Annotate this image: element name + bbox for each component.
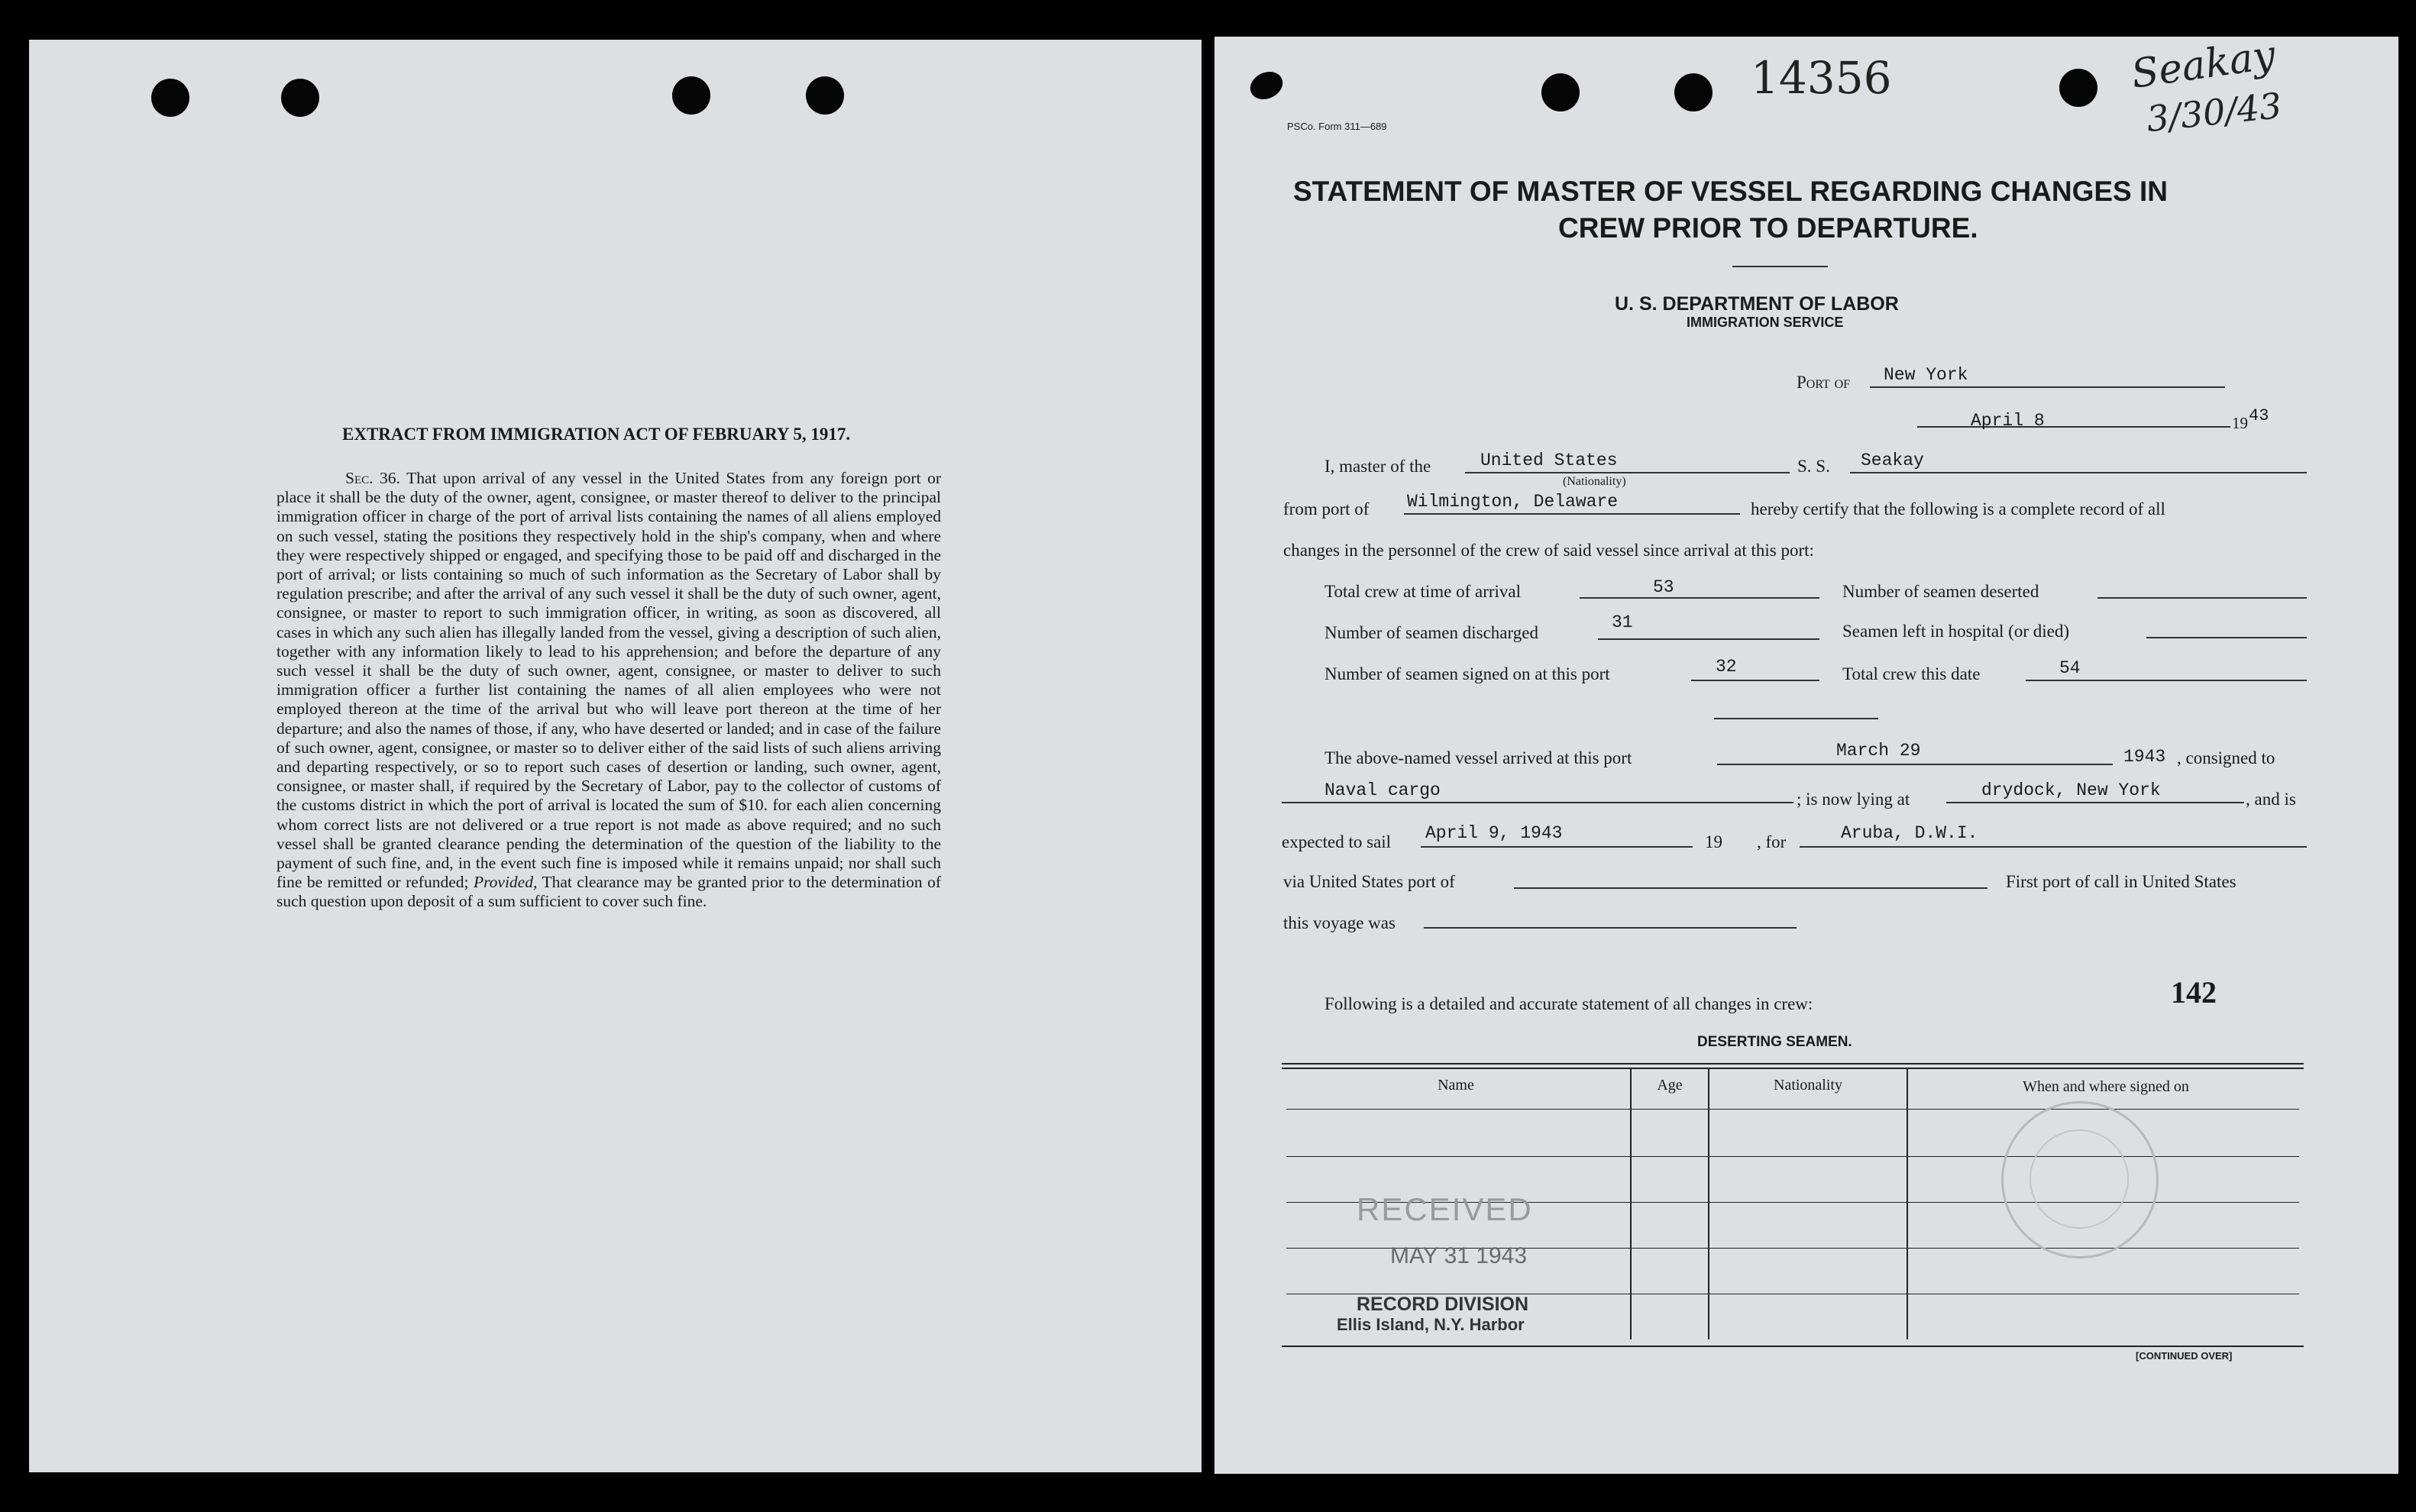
- table-row-line: [1286, 1109, 2299, 1110]
- table-rule: [1282, 1346, 2304, 1347]
- via-line: [1514, 887, 1987, 889]
- table-header-age: Age: [1657, 1077, 1683, 1094]
- punch-hole: [806, 76, 844, 115]
- form-id: PSCo. Form 311—689: [1287, 121, 1387, 132]
- table-rule: [1282, 1063, 2304, 1065]
- table-header-nationality: Nationality: [1774, 1077, 1842, 1094]
- discharged-value[interactable]: 31: [1612, 612, 1633, 632]
- following-text: Following is a detailed and accurate statement of all changes in crew:: [1324, 994, 1813, 1013]
- arrived-value[interactable]: March 29: [1836, 741, 1921, 761]
- for-value[interactable]: Aruba, D.W.I.: [1841, 823, 1978, 843]
- department-name: U. S. DEPARTMENT OF LABOR: [1615, 293, 1899, 315]
- deserted-line: [2097, 597, 2307, 599]
- form-title-line2: CREW PRIOR TO DEPARTURE.: [1558, 212, 1978, 244]
- proviso-word: Provided,: [473, 873, 538, 892]
- punch-hole: [1541, 73, 1580, 111]
- total-arrival-line: [1580, 597, 1819, 599]
- lying-value[interactable]: drydock, New York: [1981, 780, 2161, 800]
- lying-label: ; is now lying at: [1797, 790, 1910, 809]
- consigned-line: [1282, 802, 1793, 803]
- first-port-label: First port of call in United States: [2006, 872, 2236, 891]
- handwritten-date: 3/30/43: [2144, 84, 2284, 141]
- punch-hole: [672, 76, 710, 115]
- voyage-label: this voyage was: [1283, 913, 1396, 932]
- extract-heading: EXTRACT FROM IMMIGRATION ACT OF FEBRUARY 5, 1917.: [342, 425, 851, 444]
- section-lead: Sec. 36.: [345, 469, 400, 487]
- hospital-label: Seamen left in hospital (or died): [1842, 622, 2070, 641]
- handwritten-number: 14356: [1751, 52, 1892, 104]
- port-value[interactable]: New York: [1884, 365, 1968, 385]
- arrived-label: The above-named vessel arrived at this port: [1324, 748, 1632, 767]
- section-body: That upon arrival of any vessel in the United States from any foreign port or place it shall be the duty of the owner, agent, consignee, or master thereof to deliver to the principal immigration officer in charge of the port of arrival lists containing the names of all aliens employed on such vessel, stating the positions they respectively hold in the ship's company, when and where they were respectively shipped or engaged, and specifying those to be paid off and discharged in the port of arrival; or lists containing so much of such information as the Secretary of Labor shall by regulation prescribe; and after the arrival of any such vessel it shall be the duty of such owner, agent, consignee, or master to report to such immigration officer, in writing, as soon as discovered, all cases in which any such alien has illegally landed from the vessel, giving a description of such alien, together with any information likely to lead to his apprehension; and before the departure of any such vessel it shall be the duty of such owner, agent, consignee, or master to deliver to such immigration officer a further list containing the names of all alien employees who were not employed thereon at the time of the arrival but who will leave port thereon at the time of her departure; and also the names of those, if any, who have deserted or landed; and in case of the failure of such owner, agent, consignee, or master so to deliver either of the said lists of such aliens arriving and departing respectively, or so to report such cases of desertion or landing, such owner, agent, consignee, or master shall, if required by the Secretary of Labor, pay to the collector of customs of the customs district in which the port of arrival is located the sum of $10. for each alien concerning whom correct lists are not delivered or a true report is not made as above required; and no such vessel shall be granted clearance pending the determination of the question of the liability to the payment of such fine, and, in the event such fine is imposed while it remains unpaid; nor shall such fine be remitted or refunded;: [277, 469, 941, 892]
- handwritten-name: Seakay: [2128, 32, 2279, 98]
- changes-text: changes in the personnel of the crew of said vessel since arrival at this port:: [1283, 541, 1814, 560]
- deserted-label: Number of seamen deserted: [1842, 582, 2039, 601]
- divider: [1714, 718, 1878, 719]
- table-header-name: Name: [1438, 1077, 1474, 1094]
- via-label: via United States port of: [1283, 872, 1455, 891]
- from-port-value[interactable]: Wilmington, Delaware: [1407, 492, 1619, 512]
- year-19-label: 19: [1705, 832, 1722, 851]
- from-port-line: [1404, 513, 1740, 515]
- for-line: [1800, 846, 2307, 848]
- signed-label: Number of seamen signed on at this port: [1324, 664, 1610, 683]
- punch-hole: [2059, 69, 2097, 107]
- proviso-rest: That clearance may be granted prior to the determination of such question upon deposit of a sum sufficient to cover such fine.: [277, 873, 941, 911]
- year-value[interactable]: 43: [2249, 406, 2269, 425]
- form-title-line1: STATEMENT OF MASTER OF VESSEL REGARDING CHANGES IN: [1293, 176, 2169, 207]
- for-label: , for: [1757, 832, 1787, 851]
- consigned-value[interactable]: Naval cargo: [1324, 780, 1441, 800]
- stamp-location: Ellis Island, N.Y. Harbor: [1337, 1315, 1525, 1334]
- deserting-heading: DESERTING SEAMEN.: [1697, 1034, 1852, 1050]
- signed-line: [1691, 680, 1819, 681]
- total-arrival-label: Total crew at time of arrival: [1324, 582, 1522, 601]
- nationality-line: [1465, 472, 1790, 473]
- divider: [1732, 266, 1828, 267]
- page-number: 142: [2171, 975, 2217, 1010]
- certify-text: hereby certify that the following is a complete record of all: [1751, 499, 2165, 519]
- punch-hole: [1674, 73, 1713, 111]
- arrived-year[interactable]: 1943: [2123, 747, 2166, 767]
- signed-value[interactable]: 32: [1716, 657, 1737, 677]
- total-arrival-value[interactable]: 53: [1653, 577, 1674, 597]
- stamp-received: RECEIVED: [1357, 1191, 1533, 1227]
- ss-label: S. S.: [1797, 457, 1830, 476]
- vessel-line: [1850, 472, 2307, 473]
- total-date-label: Total crew this date: [1842, 664, 1981, 683]
- expected-value[interactable]: April 9, 1943: [1425, 823, 1563, 843]
- from-port-label: from port of: [1283, 499, 1370, 519]
- punch-hole: [151, 79, 189, 117]
- punch-hole: [281, 79, 319, 117]
- vessel-value[interactable]: Seakay: [1861, 451, 1924, 470]
- faint-seal-stamp: [2001, 1101, 2159, 1258]
- stamp-division: RECORD DIVISION: [1357, 1294, 1529, 1315]
- table-header-signed-on: When and where signed on: [2023, 1078, 2189, 1095]
- lying-line: [1946, 802, 2244, 803]
- total-date-line: [2026, 680, 2307, 681]
- expected-label: expected to sail: [1282, 832, 1392, 851]
- service-name: IMMIGRATION SERVICE: [1687, 315, 1844, 330]
- seal-inner-ring: [2030, 1129, 2129, 1229]
- port-label: Port of: [1797, 373, 1851, 392]
- year-prefix: 19: [2232, 414, 2248, 432]
- act-section-text: [277, 469, 941, 912]
- expected-line: [1421, 846, 1693, 848]
- hospital-line: [2146, 637, 2307, 638]
- stamp-date: MAY 31 1943: [1390, 1243, 1528, 1268]
- total-date-value[interactable]: 54: [2059, 658, 2081, 678]
- voyage-line: [1424, 927, 1797, 929]
- discharged-line: [1598, 638, 1819, 640]
- discharged-label: Number of seamen discharged: [1324, 623, 1538, 642]
- port-line: [1870, 386, 2225, 388]
- nationality-caption: (Nationality): [1563, 475, 1626, 488]
- date-line: [1917, 426, 2230, 428]
- date-value[interactable]: April 8: [1971, 411, 2045, 431]
- arrived-line: [1717, 764, 2113, 765]
- nationality-value[interactable]: United States: [1480, 451, 1618, 470]
- consigned-label: , consigned to: [2177, 748, 2275, 767]
- table-rule: [1282, 1068, 2304, 1069]
- master-label: I, master of the: [1324, 457, 1431, 476]
- continued-over: [CONTINUED OVER]: [2136, 1350, 2233, 1362]
- and-is-text: , and is: [2246, 790, 2296, 809]
